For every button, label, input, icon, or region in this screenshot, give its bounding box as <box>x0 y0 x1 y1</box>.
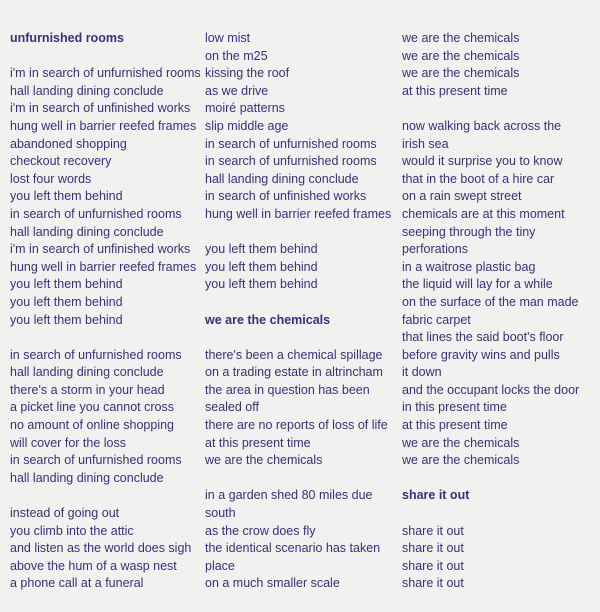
lyric-line: hall landing dining conclude <box>10 224 164 239</box>
lyric-line: in a waitrose plastic bag <box>402 259 536 274</box>
lyric-line: the liquid will lay for a while <box>402 277 553 292</box>
lyric-line: we are the chemicals <box>402 48 520 63</box>
lyric-line: you left them behind <box>10 277 123 292</box>
lyric-line: irish sea <box>402 136 449 151</box>
title-gap <box>402 505 579 523</box>
lyric-line: share it out <box>402 523 464 538</box>
lyric-line: we are the chemicals <box>402 453 520 468</box>
lyric-line: slip middle age <box>205 118 289 133</box>
lyric-line: i'm in search of unfinished works <box>10 101 191 116</box>
lyric-line: you left them behind <box>205 242 318 257</box>
lyric-line: as the crow does fly <box>205 523 316 538</box>
lyric-line: hall landing dining conclude <box>10 470 164 485</box>
lyric-line: in a garden shed 80 miles due <box>205 488 373 503</box>
lyric-line: we are the chemicals <box>402 66 520 81</box>
lyric-line: a picket line you cannot cross <box>10 400 174 415</box>
lyric-line: it down <box>402 365 442 380</box>
lyric-line: there are no reports of loss of life <box>205 418 388 433</box>
lyric-line: you left them behind <box>10 189 123 204</box>
stanza-gap <box>205 294 391 312</box>
lyric-line: now walking back across the <box>402 118 562 133</box>
lyric-line: that in the boot of a hire car <box>402 171 555 186</box>
lyric-line: and the occupant locks the door <box>402 382 580 397</box>
lyrics-column-2 <box>205 30 391 593</box>
lyrics-column-1 <box>10 30 201 593</box>
lyric-line: lost four words <box>10 171 92 186</box>
lyric-line: you left them behind <box>10 294 123 309</box>
lyric-line: low mist <box>205 31 251 45</box>
lyric-line: would it surprise you to know <box>402 154 563 169</box>
lyric-line: at this present time <box>402 418 508 433</box>
lyric-line: on a rain swept street <box>402 189 522 204</box>
song-title: unfurnished rooms <box>10 31 124 45</box>
lyric-line: i'm in search of unfinished works <box>10 242 191 257</box>
song-title: share it out <box>402 488 470 503</box>
lyric-line: south <box>205 506 236 521</box>
stanza-gap <box>205 224 391 242</box>
lyric-line: share it out <box>402 576 464 591</box>
lyric-line: you left them behind <box>205 277 318 292</box>
stanza-gap <box>10 329 201 347</box>
lyric-line: hung well in barrier reefed frames <box>10 259 197 274</box>
lyric-line: sealed off <box>205 400 259 415</box>
lyric-line: there's a storm in your head <box>10 382 165 397</box>
lyric-line: abandoned shopping <box>10 136 127 151</box>
lyric-line: in search of unfurnished rooms <box>205 136 377 151</box>
lyric-line: moiré patterns <box>205 101 285 116</box>
lyric-line: no amount of online shopping <box>10 418 175 433</box>
lyric-line: we are the chemicals <box>402 435 520 450</box>
lyric-line: kissing the roof <box>205 66 290 81</box>
lyric-line: chemicals are at this moment <box>402 206 565 221</box>
lyric-line: checkout recovery <box>10 154 112 169</box>
lyric-line: the identical scenario has taken <box>205 541 381 556</box>
lyric-line: that lines the said boot's floor <box>402 330 564 345</box>
lyric-line: place <box>205 558 235 573</box>
stanza-gap <box>205 470 391 488</box>
lyric-line: on a much smaller scale <box>205 576 340 591</box>
lyric-line: hung well in barrier reefed frames <box>205 206 392 221</box>
lyric-line: will cover for the loss <box>10 435 127 450</box>
lyric-line: hall landing dining conclude <box>10 365 164 380</box>
lyric-line: in search of unfurnished rooms <box>10 206 182 221</box>
lyric-line: there's been a chemical spillage <box>205 347 383 362</box>
lyric-line: above the hum of a wasp nest <box>10 558 177 573</box>
lyric-line: we are the chemicals <box>205 453 323 468</box>
lyric-line: in search of unfurnished rooms <box>205 154 377 169</box>
lyric-line: perforations <box>402 242 469 257</box>
lyric-line: in search of unfurnished rooms <box>10 347 182 362</box>
lyric-line: fabric carpet <box>402 312 471 327</box>
lyric-line: you climb into the attic <box>10 523 134 538</box>
song-title: we are the chemicals <box>205 312 331 327</box>
lyric-line: on the m25 <box>205 48 268 63</box>
lyric-line: before gravity wins and pulls <box>402 347 560 362</box>
title-gap <box>205 329 391 347</box>
lyric-line: on a trading estate in altrincham <box>205 365 383 380</box>
title-gap <box>10 48 201 66</box>
lyric-line: in search of unfinished works <box>205 189 367 204</box>
lyric-line: the area in question has been <box>205 382 370 397</box>
lyrics-column-3 <box>402 30 579 593</box>
lyric-line: and listen as the world does sigh <box>10 541 192 556</box>
lyric-line: share it out <box>402 558 464 573</box>
lyric-line: as we drive <box>205 83 269 98</box>
lyric-line: at this present time <box>205 435 311 450</box>
lyric-line: hall landing dining conclude <box>10 83 164 98</box>
lyric-line: hall landing dining conclude <box>205 171 359 186</box>
stanza-gap <box>402 100 579 118</box>
lyric-line: we are the chemicals <box>402 31 520 45</box>
lyric-line: hung well in barrier reefed frames <box>10 118 197 133</box>
lyric-line: at this present time <box>402 83 508 98</box>
lyric-line: a phone call at a funeral <box>10 576 144 591</box>
lyric-line: share it out <box>402 541 464 556</box>
stanza-gap <box>10 487 201 505</box>
lyric-line: you left them behind <box>10 312 123 327</box>
lyric-line: i'm in search of unfurnished rooms <box>10 66 201 81</box>
lyric-line: in this present time <box>402 400 507 415</box>
lyric-line: instead of going out <box>10 506 120 521</box>
stanza-gap <box>402 470 579 488</box>
lyric-line: on the surface of the man made <box>402 294 579 309</box>
lyric-line: seeping through the tiny <box>402 224 536 239</box>
lyric-line: you left them behind <box>205 259 318 274</box>
lyric-line: in search of unfurnished rooms <box>10 453 182 468</box>
